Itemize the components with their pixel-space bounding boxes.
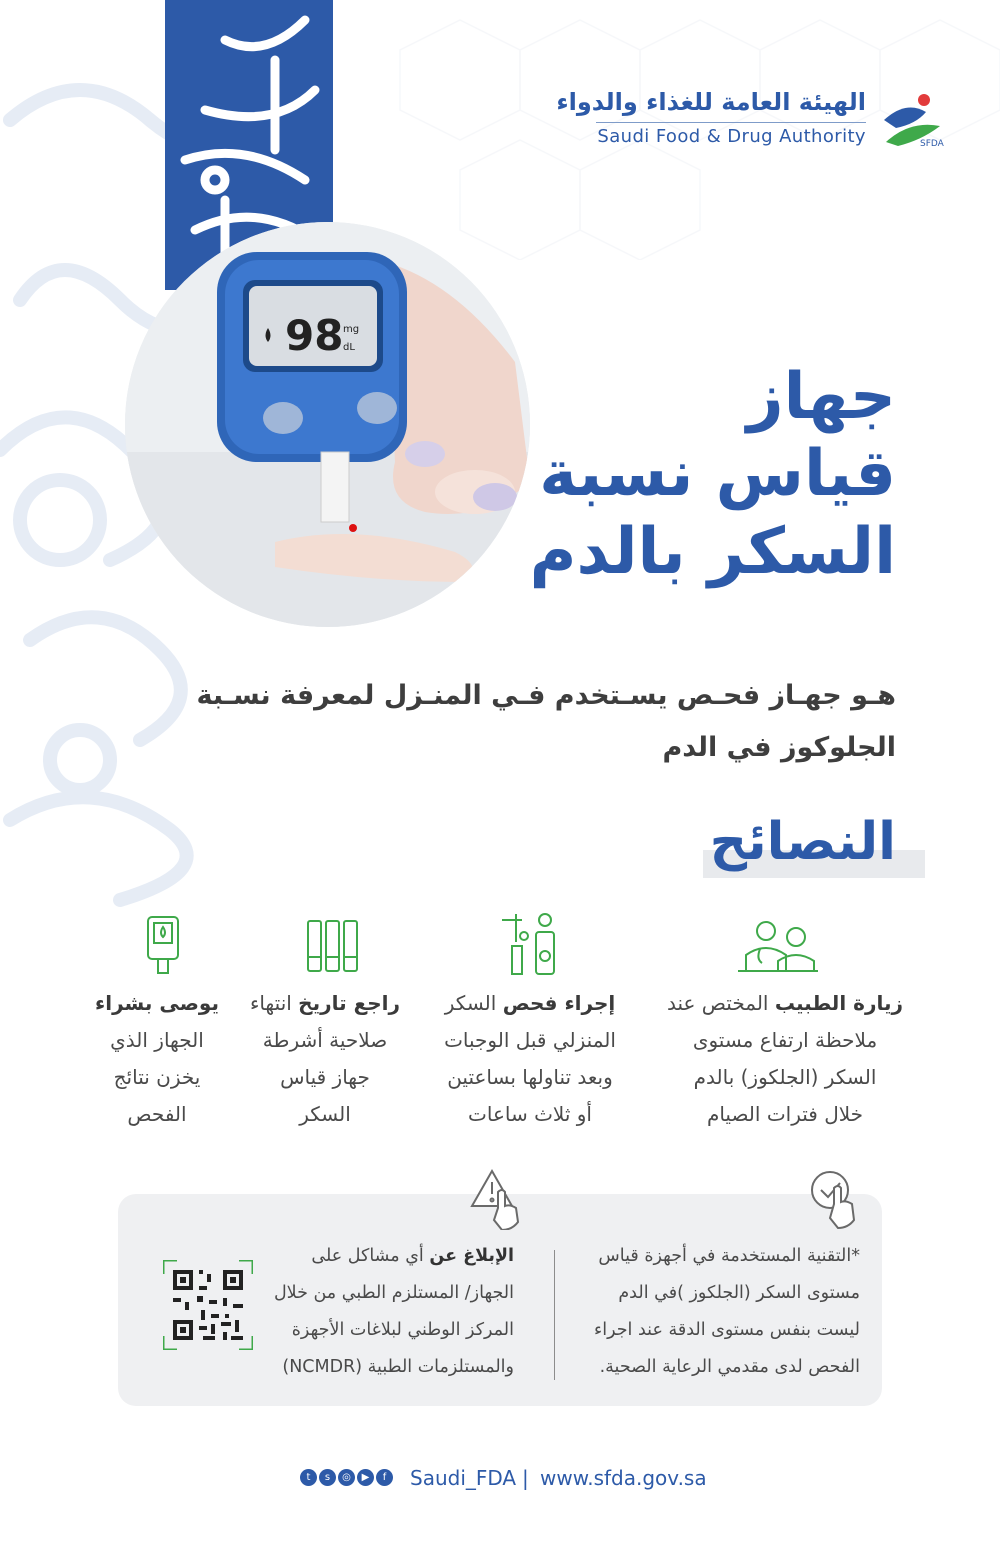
report-note-line-3: المركز الوطني لبلاغات الأجهزة [291,1320,514,1340]
report-note-line-1: أي مشاكل على [311,1246,430,1266]
tip-doctor-text-3: السكر (الجلكوز) بالدم [693,1065,877,1089]
description-line-2: الجلوكوز في الدم [662,732,896,763]
technology-note-line-3: ليست بنفس مستوى الدقة عند اجراء [593,1320,860,1340]
social-handle[interactable]: Saudi_FDA [410,1466,517,1490]
report-note-line-4: والمستلزمات الطبية (NCMDR) [282,1357,514,1377]
tip-doctor-bold: زيارة الطبيب [774,991,903,1015]
tip-doctor-visit [660,985,910,1133]
title-line-1: جهاز [746,360,896,434]
meter-unit-bottom: dL [343,342,355,353]
meter-reading: 98 [285,311,344,360]
report-note-bold: الإبلاغ عن [429,1246,514,1266]
logo-mark-text: SFDA [920,139,944,149]
footer [300,1466,720,1496]
title-line-2: قياس نسبة [539,437,896,511]
doctor-icon [736,915,820,973]
youtube-icon[interactable]: ▶ [357,1469,374,1486]
website-link[interactable]: www.sfda.gov.sa [540,1466,707,1490]
twitter-icon[interactable]: t [300,1469,317,1486]
tip-storage-text-4: الفحص [127,1102,187,1126]
meter-unit-top: mg [343,324,360,335]
tip-test-text-4: أو ثلاث ساعات [468,1102,592,1126]
title-line-3: السكر بالدم [529,515,896,589]
technology-note [594,1238,860,1386]
info-box-divider [554,1250,555,1380]
logo-arabic-name: الهيئة العامة للغذاء والدواء [556,88,866,116]
tip-storage-text-2: الجهاز الذي [110,1028,204,1052]
logo-divider [596,122,866,123]
glucose-test-icon [500,912,560,976]
check-touch-icon [808,1168,862,1230]
tip-test-bold: إجراء فحص [502,991,616,1015]
technology-note-line-2: مستوى السكر (الجلكوز )في الدم [618,1283,860,1303]
tip-expiry-text-4: السكر [299,1102,351,1126]
tip-expiry-bold: راجع تاريخ [298,991,401,1015]
tip-home-test [420,985,640,1133]
footer-separator: | [522,1466,529,1490]
technology-note-line-4: الفحص لدى مقدمي الرعاية الصحية. [599,1357,860,1377]
facebook-icon[interactable]: f [376,1469,393,1486]
social-icons [300,1469,393,1486]
tip-test-text-1: السكر [444,991,503,1015]
test-strips-icon [306,917,360,975]
tip-storage-bold: يوصى بشراء [95,991,219,1015]
technology-note-line-1: *التقنية المستخدمة في أجهزة قياس [598,1246,860,1266]
tip-doctor-text-2: ملاحظة ارتفاع مستوى [692,1028,878,1052]
tip-expiry-text-1: انتهاء [249,991,299,1015]
tip-doctor-text-1: المختص عند [666,991,775,1015]
report-note [274,1238,514,1386]
tip-expiry [240,985,410,1133]
tips-title: النصائح [709,812,896,872]
tip-device-storage [82,985,232,1133]
sfda-logo [556,88,948,158]
ncmdr-qr-code[interactable] [163,1260,253,1350]
report-note-line-2: الجهاز/ المستلزم الطبي من خلال [273,1283,514,1303]
tip-test-text-2: المنزلي قبل الوجبات [444,1028,616,1052]
tip-expiry-text-3: جهاز قياس [280,1065,370,1089]
tip-doctor-text-4: خلال فترات الصيام [706,1102,864,1126]
instagram-icon[interactable]: ◎ [338,1469,355,1486]
snapchat-icon[interactable]: s [319,1469,336,1486]
description-line-1: هـو جهـاز فحـص يسـتخدم فـي المنـزل لمعرفة نسـبة [196,680,896,711]
tip-test-text-3: وبعد تناولها بساعتين [447,1065,613,1089]
sfda-mark-icon [876,90,948,152]
logo-english-name: Saudi Food & Drug Authority [597,126,866,147]
tip-storage-text-3: يخزن نتائج [113,1065,201,1089]
tip-expiry-text-2: صلاحية أشرطة [262,1028,388,1052]
glucose-meter-icon [146,915,180,975]
warning-touch-icon [470,1168,524,1230]
glucose-meter-photo [125,222,530,627]
